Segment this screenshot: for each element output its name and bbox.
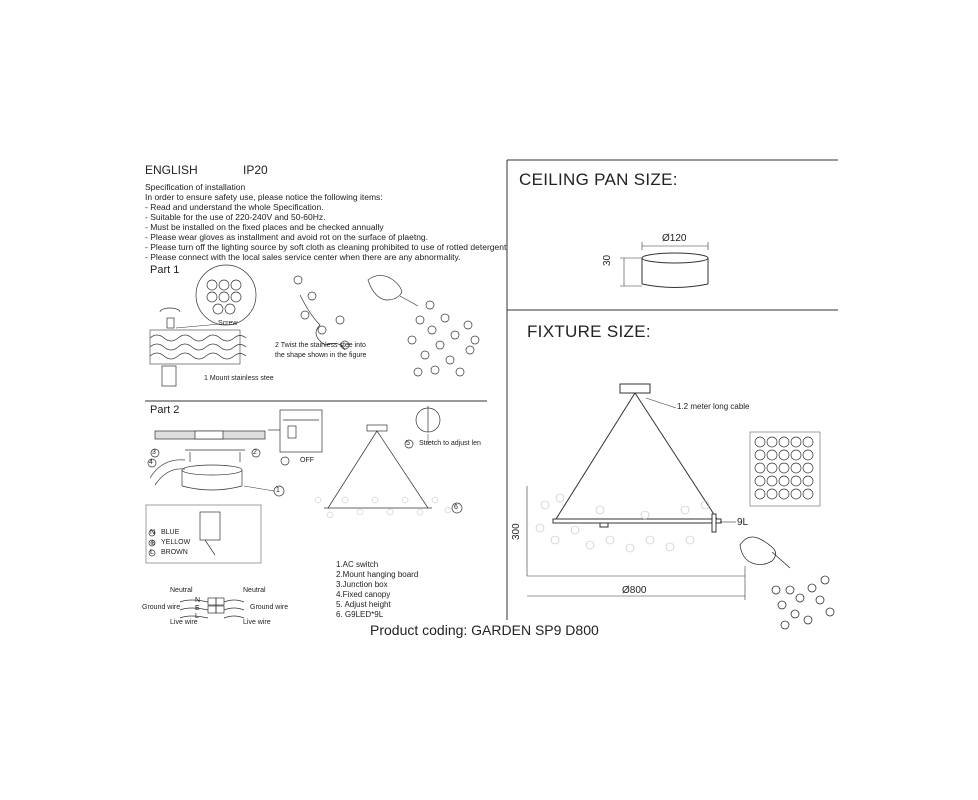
screw-label: Screw bbox=[218, 320, 238, 327]
off-label: OFF bbox=[300, 457, 314, 464]
language-label: ENGLISH bbox=[145, 163, 198, 177]
letter-l: L bbox=[195, 613, 199, 620]
spec-item: - Please turn off the lighting source by soft cloth as cleaning prohibited to use of rotted detergent bbox=[145, 242, 507, 252]
ground-label-left: Ground wire bbox=[142, 604, 181, 611]
step2-line2: the shape shown in the figure bbox=[275, 352, 367, 359]
spec-item: - Must be installed on the fixed places and be checked annually bbox=[145, 222, 384, 232]
leaf-cluster bbox=[408, 301, 479, 376]
part2-title: Part 2 bbox=[150, 404, 180, 416]
callout-4: 4 bbox=[149, 459, 153, 466]
step2-line1: 2 Twist the stainless stee into bbox=[275, 342, 366, 349]
stretch-label: Stretch to adjust len bbox=[419, 440, 481, 447]
fixture-diameter-label: Ø800 bbox=[622, 585, 647, 596]
wire-brown-label: BROWN bbox=[161, 549, 188, 556]
legend-item: 4.Fixed canopy bbox=[336, 590, 391, 599]
ip-rating-label: IP20 bbox=[243, 163, 268, 177]
ground-label-right: Ground wire bbox=[250, 604, 289, 611]
wire-blue-label: BLUE bbox=[161, 529, 180, 536]
fixture-title: FIXTURE SIZE: bbox=[527, 322, 651, 341]
fixture-height-label: 300 bbox=[511, 523, 522, 540]
wire-yellow-label: YELLOW bbox=[161, 539, 191, 546]
ceiling-pan-title: CEILING PAN SIZE: bbox=[519, 170, 678, 189]
fixture-drawing bbox=[527, 384, 745, 600]
part1-title: Part 1 bbox=[150, 264, 180, 276]
spec-item: - Please wear gloves as installment and avoid rot on the surface of plaetng. bbox=[145, 232, 429, 242]
wire-code-ground: ⊕ bbox=[150, 540, 156, 547]
callout-3: 3 bbox=[152, 449, 156, 456]
hand-with-leaves-drawing bbox=[740, 537, 834, 629]
cable-label: 1.2 meter long cable bbox=[677, 402, 750, 411]
neutral-label-right: Neutral bbox=[243, 587, 266, 594]
ceiling-pan-drawing bbox=[620, 242, 708, 288]
letter-e: E bbox=[195, 605, 200, 612]
legend-item: 6. G9LED*9L bbox=[336, 610, 384, 619]
wire-code-n: N bbox=[150, 529, 156, 536]
legend-item: 3.Junction box bbox=[336, 580, 388, 589]
product-coding: Product coding: GARDEN SP9 D800 bbox=[370, 622, 599, 638]
legend-item: 1.AC switch bbox=[336, 560, 379, 569]
leaf-panel-drawing bbox=[750, 432, 820, 506]
live-label-left: Live wire bbox=[170, 619, 198, 626]
spec-item: - Please connect with the local sales service center when there are any abnormality. bbox=[145, 252, 461, 262]
legend-item: 2.Mount hanging board bbox=[336, 570, 419, 579]
callout-2: 2 bbox=[253, 449, 257, 456]
wire-code-l: L bbox=[150, 549, 154, 556]
part1-drawings bbox=[150, 265, 479, 386]
part2-drawings bbox=[146, 406, 462, 618]
legend-item: 5. Adjust height bbox=[336, 600, 391, 609]
callout-6: 6 bbox=[454, 504, 458, 511]
step1-label: 1 Mount stainless stee bbox=[204, 375, 274, 382]
live-label-right: Live wire bbox=[243, 619, 271, 626]
spec-item: - Suitable for the use of 220-240V and 50-60Hz. bbox=[145, 212, 326, 222]
ceiling-height-label: 30 bbox=[602, 254, 613, 266]
letter-n: N bbox=[195, 597, 201, 604]
ceiling-diameter-label: Ø120 bbox=[662, 233, 687, 244]
callout-1: 1 bbox=[276, 487, 280, 494]
lamps-label: 9L bbox=[737, 517, 749, 528]
neutral-label-left: Neutral bbox=[170, 587, 193, 594]
callout-5: 5 bbox=[406, 440, 410, 447]
spec-intro: In order to ensure safety use, please notice the following items: bbox=[145, 192, 383, 202]
spec-title: Specification of installation bbox=[145, 182, 246, 192]
small-leaf-cloud bbox=[315, 497, 451, 518]
spec-item: - Read and understand the whole Specification. bbox=[145, 202, 324, 212]
